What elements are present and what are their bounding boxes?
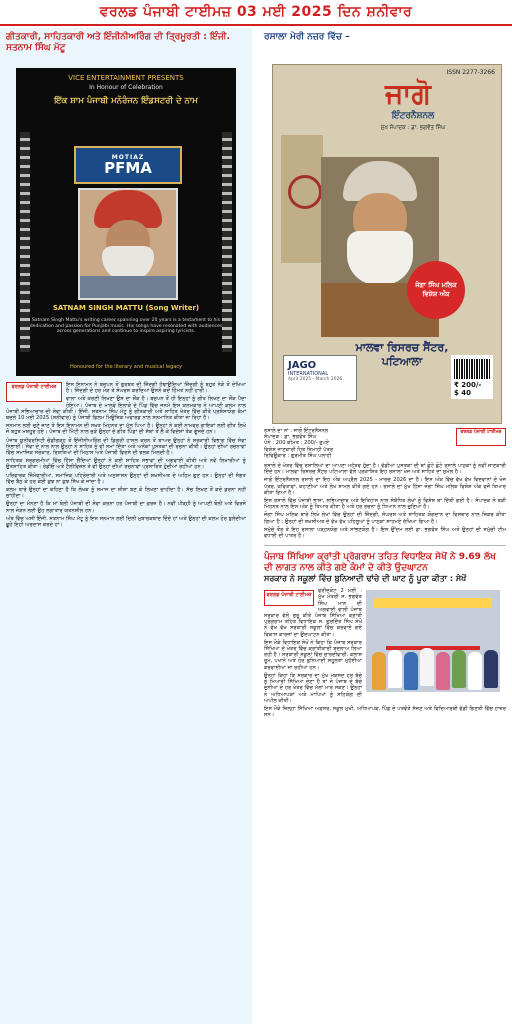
special-issue-badge: ਜੋਗਾ ਸਿੰਘ ਮਲਿਕ ਵਿਸ਼ੇਸ਼ ਅੰਕ — [407, 261, 465, 319]
left-headline: ਗੀਤਕਾਰੀ, ਸਾਹਿਤਕਾਰੀ ਅਤੇ ਇੰਜੀਨੀਅਰਿੰਗ ਦੀ ਤ੍ਰਿਮੂਰਤੀ : ਇੰਜੀ. ਸਤਨਾਮ ਸਿੰਘ ਮੱਟੂ — [6, 32, 230, 53]
poster-title: ਇੱਕ ਸ਼ਾਮ ਪੰਜਾਬੀ ਮਨੋਰੰਜਨ ਇੰਡਸਟਰੀ ਦੇ ਨਾਮ — [54, 96, 198, 106]
jago-intl: INTERNATIONAL — [288, 371, 329, 377]
meta-line: ਰਸਾਲੇ ਦਾ ਨਾਂ : ਜਾਗੋ ਇੰਟਰਨੈਸ਼ਨਲ — [264, 428, 329, 434]
paragraph: ਇਸ ਇਨਾਮਨ ਨੇ ਬਚਪਨ ਤੋਂ ਗੁਰਬਤ ਦੀ ਜ਼ਿੰਦਗੀ ਹੰਢਾਉਂਦਿਆਂ ਜ਼ਿੰਦਗੀ ਨੂੰ ਬਹੁਤ ਨੇੜੇ ਤੋਂ ਦੇਖਿਆ ਹੈ। ਜ਼ਿੰਦਗੀ ਦੇ ਹਰ ਮੋੜ ਤੇ ਸੰਘਰਸ਼ ਕਰਦਿਆਂ ਉਸਨੇ ਕਦੇ ਹਿੰਮਤ ਨਹੀਂ ਹਾਰੀ। — [66, 382, 246, 395]
newspaper-logo: ਵਰਲਡ ਪੰਜਾਬੀ ਟਾਈਮਜ਼ — [6, 382, 62, 402]
left-article-body — [0, 380, 252, 532]
magazine-cover — [272, 64, 502, 424]
poster-footer: Honoured for the literary and musical legacy — [69, 364, 183, 370]
poster-subline: In Honour of Celebration — [89, 84, 163, 91]
paragraph: ਜੋਗਾ ਸਿੰਘ ਮਲਿਕ ਬਾਰੇ ਲਿਖੇ ਲੇਖਾਂ ਵਿੱਚ ਉਨ੍ਹਾਂ ਦੀ ਜ਼ਿੰਦਗੀ, ਸੰਘਰਸ਼ ਅਤੇ ਸਾਹਿਤਕ ਯੋਗਦਾਨ ਦਾ ਵਿਸਥਾਰ ਨਾਲ ਜ਼ਿਕਰ ਕੀਤਾ ਗਿਆ ਹੈ। ਉਨ੍ਹਾਂ ਦੀ ਸ਼ਖ਼ਸੀਅਤ ਦੇ ਵੱਖ ਵੱਖ ਪਹਿਲੂਆਂ ਨੂੰ ਪਾਠਕਾਂ ਸਾਹਮਣੇ ਰੱਖਿਆ ਗਿਆ ਹੈ। — [264, 512, 506, 525]
meta-line: ਪੰਨੇ : 200 ਕੀਮਤ : 200/- ਰੁਪਏ — [264, 440, 330, 447]
paragraph: ਫਰੀਦਕੋਟ 2 ਮਈ : ਮੁੱਖ ਮੰਤਰੀ ਸ. ਭਗਵੰਤ ਸਿੰਘ ਮਾਨ ਦੀ ਅਗਵਾਈ ਵਾਲੀ ਪੰਜਾਬ ਸਰਕਾਰ ਵੱਲੋਂ ਸ਼ੁਰੂ ਕੀਤੇ ਪੰਜਾਬ ਸਿੱਖਿਆ ਕ੍ਰਾਂਤੀ ਪ੍ਰੋਗਰਾਮ ਤਹਿਤ ਵਿਧਾਇਕ ਸ. ਗੁਰਦਿੱਤ ਸਿੰਘ ਸੇਖੋਂ ਨੇ ਵੱਖ ਵੱਖ ਸਰਕਾਰੀ ਸਕੂਲਾਂ ਵਿੱਚ ਕਰਵਾਏ ਗਏ ਵਿਕਾਸ ਕਾਰਜਾਂ ਦਾ ਉਦਘਾਟਨ ਕੀਤਾ। — [264, 588, 362, 638]
barcode — [451, 355, 493, 399]
pfma-sponsor: MOTIAZ — [111, 154, 145, 161]
right-article-body — [258, 426, 512, 722]
paragraph: ਇਸ ਮੌਕੇ ਜ਼ਿਲ੍ਹਾ ਸਿੱਖਿਆ ਅਫ਼ਸਰ, ਸਕੂਲ ਮੁਖੀ, ਅਧਿਆਪਕ, ਪਿੰਡ ਦੇ ਪਤਵੰਤੇ ਸੱਜਣ ਅਤੇ ਵਿਦਿਆਰਥੀ ਵੱਡੀ ਗਿਣਤੀ ਵਿੱਚ ਹਾਜ਼ਰ ਸਨ। — [264, 705, 506, 719]
paragraph: ਇਸ ਮੌਕੇ ਵਿਧਾਇਕ ਸੇਖੋਂ ਨੇ ਕਿਹਾ ਕਿ ਪੰਜਾਬ ਸਰਕਾਰ ਸਿੱਖਿਆ ਦੇ ਖੇਤਰ ਵਿੱਚ ਕ੍ਰਾਂਤੀਕਾਰੀ ਬਦਲਾਅ ਲਿਆ ਰਹੀ ਹੈ। ਸਰਕਾਰੀ ਸਕੂਲਾਂ ਵਿੱਚ ਚਾਰਦੀਵਾਰੀ, ਕਲਾਸ ਰੂਮ, ਪਖਾਨੇ ਅਤੇ ਹੋਰ ਬੁਨਿਆਦੀ ਸਹੂਲਤਾਂ ਮੁਹੱਈਆ ਕਰਵਾਈਆਂ ਜਾ ਰਹੀਆਂ ਹਨ। — [264, 639, 362, 671]
publisher-place: ਮਾਲਵਾ ਰਿਸਰਚ ਸੈਂਟਰ, ਪਟਿਆਲਾ — [355, 341, 449, 368]
pfma-text: PFMA — [104, 159, 152, 177]
magazine-subtitle: ਇੰਟਰਨੈਸ਼ਨਲ — [391, 111, 435, 121]
pfma-logo — [74, 146, 182, 184]
honoree-photo — [78, 188, 178, 300]
inauguration-photo — [366, 590, 500, 692]
paragraph: ਸਨਮਾਨ ਲਈ ਚੁਣੇ ਜਾਣ ਤੇ ਇਸ ਇਨਾਮਨ ਦੀ ਸਖ਼ਤ ਮਿਹਨਤ ਦਾ ਮੁੱਲ ਪਿਆ ਹੈ। ਉਨ੍ਹਾਂ ਨੇ ਕਈ ਨਾਮਵਰ ਗਾਇਕਾਂ ਲਈ ਗੀਤ ਲਿਖੇ ਜੋ ਬਹੁਤ ਮਸ਼ਹੂਰ ਹੋਏ। ਪੰਜਾਬ ਦੀ ਮਿੱਟੀ ਨਾਲ ਜੁੜੇ ਉਨ੍ਹਾਂ ਦੇ ਗੀਤ ਪਿੰਡਾਂ ਦੀ ਸੱਥਾਂ ਤੋਂ ਲੈ ਕੇ ਵਿਦੇਸ਼ਾਂ ਤੱਕ ਗੂੰਜਦੇ ਹਨ। — [6, 423, 246, 436]
right-headline: ਰਸਾਲਾ ਮੇਰੀ ਨਜ਼ਰ ਵਿੱਚ – — [264, 32, 350, 42]
paragraph: ਇਸ ਰਸਾਲੇ ਵਿੱਚ ਪੰਜਾਬੀ ਭਾਸ਼ਾ, ਸਭਿਆਚਾਰ ਅਤੇ ਇਤਿਹਾਸ ਨਾਲ ਸੰਬੰਧਿਤ ਲੇਖਾਂ ਨੂੰ ਵਿਸ਼ੇਸ਼ ਥਾਂ ਦਿੱਤੀ ਗਈ ਹੈ। ਸੰਪਾਦਕ ਨੇ ਬੜੀ ਮਿਹਨਤ ਨਾਲ ਇਸ ਅੰਕ ਨੂੰ ਤਿਆਰ ਕੀਤਾ ਹੈ ਅਤੇ ਹਰ ਰਚਨਾ ਨੂੰ ਧਿਆਨ ਨਾਲ ਚੁਣਿਆ ਹੈ। — [264, 498, 506, 511]
paragraph: ਸਾਹਿਤਕ ਸਰਗਰਮੀਆਂ ਵਿੱਚ ਹਿੱਸਾ ਲੈਂਦਿਆਂ ਉਨ੍ਹਾਂ ਨੇ ਕਈ ਸਾਹਿਤ ਸਭਾਵਾਂ ਦੀ ਅਗਵਾਈ ਕੀਤੀ ਅਤੇ ਨਵੇਂ ਲਿਖਾਰੀਆਂ ਨੂੰ ਉਤਸ਼ਾਹਿਤ ਕੀਤਾ। ਰੇਡੀਓ ਅਤੇ ਟੈਲੀਵਿਜ਼ਨ ਤੇ ਵੀ ਉਨ੍ਹਾਂ ਦੀਆਂ ਰਚਨਾਵਾਂ ਪ੍ਰਸਾਰਿਤ ਹੁੰਦੀਆਂ ਰਹੀਆਂ ਹਨ। — [6, 458, 246, 471]
magazine-editor: ਮੁੱਖ ਸੰਪਾਦਕ : ਡਾ. ਭਗਵੰਤ ਸਿੰਘ — [380, 125, 446, 131]
jago-logo — [283, 355, 357, 401]
poster-description: Satnam Singh Mattu's writing career spanning over 20 years is a testament to his dedication and passion for Punjabi music. His songs have resonated with audiences across generations and continue to inspire aspiring lyricists. — [29, 318, 223, 335]
poster-honoree-name: SATNAM SINGH MATTU (Song Writer) — [52, 304, 200, 312]
poster-presenter: VICE ENTERTAINMENT PRESENTS — [68, 74, 184, 82]
paragraph: ਕਲਮ ਬਾਰੇ ਉਨ੍ਹਾਂ ਦਾ ਕਹਿਣਾ ਹੈ ਕਿ ਲੇਖਕ ਨੂੰ ਸਮਾਜ ਦਾ ਸ਼ੀਸ਼ਾ ਬਣ ਕੇ ਲਿਖਣਾ ਚਾਹੀਦਾ ਹੈ। ਸੱਚ ਲਿਖਣ ਤੋਂ ਕਦੇ ਡਰਨਾ ਨਹੀਂ ਚਾਹੀਦਾ। — [6, 487, 246, 500]
review-text — [258, 461, 512, 543]
paragraph: ਉਨ੍ਹਾਂ ਦਾ ਮੰਨਣਾ ਹੈ ਕਿ ਮਾਂ ਬੋਲੀ ਪੰਜਾਬੀ ਦੀ ਸੇਵਾ ਕਰਨਾ ਹਰ ਪੰਜਾਬੀ ਦਾ ਫ਼ਰਜ਼ ਹੈ। ਨਵੀਂ ਪੀੜ੍ਹੀ ਨੂੰ ਆਪਣੀ ਬੋਲੀ ਅਤੇ ਵਿਰਸੇ ਨਾਲ ਜੋੜਨ ਲਈ ਉਹ ਲਗਾਤਾਰ ਯਤਨਸ਼ੀਲ ਹਨ। — [6, 501, 246, 514]
ring-icon — [288, 175, 322, 209]
magazine-title: ਜਾਗੋ — [385, 77, 431, 110]
paragraph: ਅੰਤ ਵਿੱਚ ਅਸੀਂ ਇੰਜੀ. ਸਤਨਾਮ ਸਿੰਘ ਮੱਟੂ ਨੂੰ ਇਸ ਸਨਮਾਨ ਲਈ ਦਿਲੀ ਮੁਬਾਰਕਬਾਦ ਦਿੰਦੇ ਹਾਂ ਅਤੇ ਉਨ੍ਹਾਂ ਦੀ ਕਲਮ ਹੋਰ ਬੁਲੰਦੀਆਂ ਛੂਹੇ ਇਹੀ ਅਰਦਾਸ ਕਰਦੇ ਹਾਂ। — [6, 515, 246, 529]
barcode-icon — [454, 359, 490, 379]
second-article-text — [258, 586, 512, 722]
meta-line: ਸੰਪਾਦਕ : ਡਾ. ਭਗਵੰਤ ਸਿੰਘ — [264, 434, 317, 441]
paragraph: ਉਨ੍ਹਾਂ ਕਿਹਾ ਕਿ ਸਰਕਾਰ ਦਾ ਮੁੱਖ ਮਕਸਦ ਹਰ ਬੱਚੇ ਨੂੰ ਮਿਆਰੀ ਸਿੱਖਿਆ ਦੇਣਾ ਹੈ ਤਾਂ ਜੋ ਪੰਜਾਬ ਦੇ ਬੱਚੇ ਦੁਨੀਆਂ ਦੇ ਹਰ ਖੇਤਰ ਵਿੱਚ ਮੱਲਾਂ ਮਾਰ ਸਕਣ। ਉਨ੍ਹਾਂ ਨੇ ਅਧਿਆਪਕਾਂ ਅਤੇ ਮਾਪਿਆਂ ਨੂੰ ਸਹਿਯੋਗ ਦੀ ਅਪੀਲ ਕੀਤੀ। — [264, 672, 362, 704]
paragraph: ਸਮੁੱਚੇ ਤੌਰ ਤੇ ਇਹ ਰਸਾਲਾ ਪੜ੍ਹਨਯੋਗ ਅਤੇ ਸਾਂਭਣਯੋਗ ਹੈ। ਇਸ ਉੱਦਮ ਲਈ ਡਾ. ਭਗਵੰਤ ਸਿੰਘ ਅਤੇ ਉਨ੍ਹਾਂ ਦੀ ਸਮੁੱਚੀ ਟੀਮ ਵਧਾਈ ਦੀ ਪਾਤਰ ਹੈ। — [264, 526, 506, 540]
second-headline: ਪੰਜਾਬ ਸਿੱਖਿਆ ਕ੍ਰਾਂਤੀ ਪ੍ਰੋਗਰਾਮ ਤਹਿਤ ਵਿਧਾਇਕ ਸੇਖੋਂ ਨੇ 9.69 ਲੱਖ ਦੀ ਲਾਗਤ ਨਾਲ ਕੀਤੇ ਗਏ ਕੰਮਾਂ ਦੇ ਕੀਤੇ ਉਦਘਾਟਨ — [264, 552, 496, 574]
jago-name: JAGO — [288, 360, 317, 371]
left-article-text — [0, 380, 252, 532]
meta-line: ਰਿਵਿਊਕਾਰ : ਗੁਰਮੀਤ ਸਿੰਘ ਪਲਾਹੀ — [264, 452, 332, 459]
divider — [264, 545, 506, 546]
paragraph: ਜਾਗੋ ਇੰਟਰਨੈਸ਼ਨਲ ਰਸਾਲੇ ਦਾ ਇਹ ਅੰਕ ਅਪ੍ਰੈਲ 2025 - ਮਾਰਚ 2026 ਦਾ ਹੈ। ਇਸ ਅੰਕ ਵਿੱਚ ਵੱਖ ਵੱਖ ਵਿਦਵਾਨਾਂ ਦੇ ਖੋਜ ਪੱਤਰ, ਕਵਿਤਾਵਾਂ, ਕਹਾਣੀਆਂ ਅਤੇ ਲੇਖ ਸ਼ਾਮਲ ਕੀਤੇ ਗਏ ਹਨ। ਰਸਾਲੇ ਦਾ ਮੁੱਖ ਹਿੱਸਾ ਜੋਗਾ ਸਿੰਘ ਮਲਿਕ ਵਿਸ਼ੇਸ਼ ਅੰਕ ਵਜੋਂ ਤਿਆਰ ਕੀਤਾ ਗਿਆ ਹੈ। — [264, 477, 506, 496]
paragraph: ਵਾਲਾ ਅਤੇ ਕਰਣੀ ਲਿਖਣਾ ਉਸ ਦਾ ਸ਼ੌਂਕ ਹੈ। ਬਚਪਨ ਤੋਂ ਹੀ ਇਨ੍ਹਾਂ ਨੂੰ ਗੀਤ ਲਿਖਣ ਦਾ ਸ਼ੌਂਕ ਪੈਦਾ ਹੋਇਆ। ਪੰਜਾਬ ਦੇ ਮਾਲਵੇ ਇਲਾਕੇ ਦੇ ਪਿੰਡ ਵਿੱਚ ਜਨਮੇ ਇਸ ਕਲਮਕਾਰ ਨੇ ਆਪਣੀ ਕਲਮ ਨਾਲ ਪੰਜਾਬੀ ਸਭਿਆਚਾਰ ਦੀ ਸੇਵਾ ਕੀਤੀ। ਇੰਜੀ. ਸਤਨਾਮ ਸਿੰਘ ਮੱਟੂ ਨੂੰ ਗੀਤਕਾਰੀ ਅਤੇ ਸਾਹਿਤ ਖੇਤਰ ਵਿੱਚ ਕੀਤੇ ਪ੍ਰਸ਼ੰਸਾਯੋਗ ਕੰਮਾਂ ਬਦਲੇ 10 ਮਈ 2025 (ਸ਼ਨੀਵਾਰ) ਨੂੰ ਪੰਜਾਬੀ ਫ਼ਿਲਮ ਮਿਊਜ਼ਿਕ ਅਵਾਰਡ ਨਾਲ ਸਨਮਾਨਿਤ ਕੀਤਾ ਜਾ ਰਿਹਾ ਹੈ। — [6, 396, 246, 422]
price-dollars: $ 40 — [454, 389, 472, 397]
newspaper-logo: ਵਰਲਡ ਪੰਜਾਬੀ ਟਾਈਮਜ਼ — [456, 428, 506, 446]
left-column — [0, 28, 252, 1024]
cover-price — [454, 381, 481, 397]
paragraph: ਪੰਜਾਬ ਯੂਨੀਵਰਸਿਟੀ ਚੰਡੀਗੜ੍ਹ ਤੋਂ ਇੰਜੀਨੀਅਰਿੰਗ ਦੀ ਡਿਗਰੀ ਹਾਸਲ ਕਰਨ ਤੋਂ ਬਾਅਦ ਉਨ੍ਹਾਂ ਨੇ ਸਰਕਾਰੀ ਵਿਭਾਗ ਵਿੱਚ ਸੇਵਾ ਨਿਭਾਈ। ਸੇਵਾ ਦੇ ਨਾਲ ਨਾਲ ਉਨ੍ਹਾਂ ਨੇ ਸਾਹਿਤ ਨੂੰ ਵੀ ਸਮਾਂ ਦਿੱਤਾ ਅਤੇ ਅਨੇਕਾਂ ਪੁਸਤਕਾਂ ਦੀ ਰਚਨਾ ਕੀਤੀ। ਉਨ੍ਹਾਂ ਦੀਆਂ ਰਚਨਾਵਾਂ ਵਿੱਚ ਸਮਾਜਿਕ ਸਰੋਕਾਰ, ਰਿਸ਼ਤਿਆਂ ਦੀ ਮਿਠਾਸ ਅਤੇ ਪੰਜਾਬੀ ਵਿਰਸੇ ਦੀ ਝਲਕ ਮਿਲਦੀ ਹੈ। — [6, 437, 246, 457]
cover-side-panel — [281, 135, 323, 263]
issn-number: ISSN 2277-3266 — [446, 69, 495, 76]
masthead-title: ਵਰਲਡ ਪੰਜਾਬੀ ਟਾਈਮਜ਼ 03 ਮਈ 2025 ਦਿਨ ਸ਼ਨੀਵਾਰ — [99, 4, 413, 20]
paragraph: ਰਸਾਲੇ ਦੇ ਖੇਤਰ ਵਿੱਚ ਰਸਾਲਿਆਂ ਦਾ ਆਪਣਾ ਮਹੱਤਵ ਹੁੰਦਾ ਹੈ। ਵੱਡੀਆਂ ਪੁਸਤਕਾਂ ਦੀ ਥਾਂ ਛੋਟੇ ਛੋਟੇ ਰਸਾਲੇ ਪਾਠਕਾਂ ਨੂੰ ਨਵੀਂ ਜਾਣਕਾਰੀ ਦਿੰਦੇ ਹਨ। ਮਾਲਵਾ ਰਿਸਰਚ ਸੈਂਟਰ ਪਟਿਆਲਾ ਵੱਲੋਂ ਪ੍ਰਕਾਸ਼ਿਤ ਇਹ ਰਸਾਲਾ ਖੋਜ ਅਤੇ ਸਾਹਿਤ ਦਾ ਸੁਮੇਲ ਹੈ। — [264, 463, 506, 476]
masthead — [0, 0, 512, 26]
newspaper-logo: ਵਰਲਡ ਪੰਜਾਬੀ ਟਾਈਮਜ਼ — [264, 590, 314, 606]
meta-line: ਵਿਸ਼ੇਸ਼ ਜਾਣਕਾਰੀ ਹਿਤ ਤਿਮਾਹੀ ਪੱਤਰ — [264, 446, 334, 453]
paragraph: ਪਰਿਵਾਰਕ ਜ਼ਿੰਮੇਵਾਰੀਆਂ, ਸਮਾਜਿਕ ਪਹਿਰੇਦਾਰੀ ਅਤੇ ਅਨੁਸ਼ਾਸਨ ਉਨ੍ਹਾਂ ਦੀ ਸ਼ਖ਼ਸੀਅਤ ਦੇ ਅਹਿਮ ਗੁਣ ਹਨ। ਉਨ੍ਹਾਂ ਦੀ ਸੰਗਤ ਵਿੱਚ ਬੈਠ ਕੇ ਹਰ ਕੋਈ ਕੁਝ ਨਾ ਕੁਝ ਸਿੱਖ ਕੇ ਜਾਂਦਾ ਹੈ। — [6, 472, 246, 485]
award-poster — [16, 68, 236, 376]
price-rupees: ₹ 200/- — [454, 381, 482, 389]
right-column — [258, 28, 512, 1024]
second-subhead: ਸਰਕਾਰ ਨੇ ਸਕੂਲਾਂ ਵਿੱਚ ਬੁਨਿਆਦੀ ਢਾਂਚੇ ਦੀ ਘਾਟ ਨੂੰ ਪੂਰਾ ਕੀਤਾ : ਸੇਖੋਂ — [264, 574, 467, 584]
jago-date: April 2025 - March 2026 — [288, 377, 343, 382]
